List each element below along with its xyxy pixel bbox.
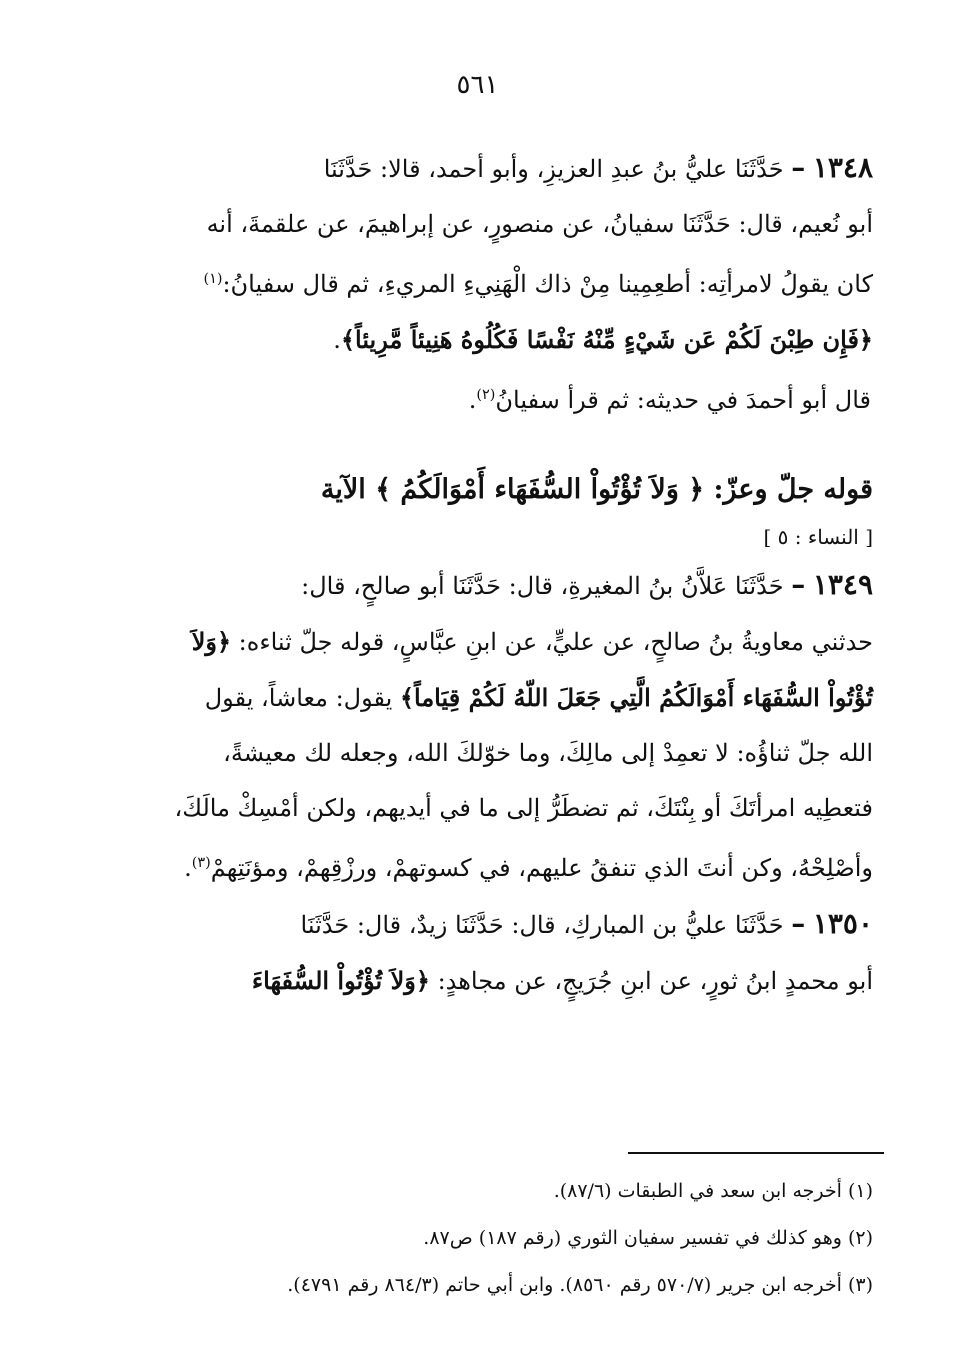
hadith-number: ١٣٤٩: [812, 568, 873, 601]
hadith-1349-line-2: [71, 614, 873, 670]
main-text: [71, 140, 873, 1009]
quran-verse: تُؤْتُواْ السُّفَهَاء أَمْوَالَكُمُ الَّتِي جَعَلَ اللّهُ لَكُمْ قِيَاماً﴾: [399, 683, 873, 712]
hadith-text: حَدَّثَنَا عليُّ بن المباركِ، قال: حَدَّثَنَا زيدٌ، قال: حَدَّثَنَا: [300, 911, 784, 939]
punctuation: .: [333, 326, 341, 354]
hadith-text: فتعطِيه امرأتَكَ أو بِنْتَكَ، ثم تضطَرُّ إلى ما في أيديهم، ولكن أمْسِكْ مالَكَ،: [174, 794, 873, 822]
hadith-1349-line-6: [71, 836, 873, 896]
footnote-separator: [628, 1152, 884, 1154]
hadith-dash: –: [791, 907, 806, 940]
hadith-1348-line-3: [71, 252, 873, 312]
footnote-mark: (١): [203, 271, 223, 287]
hadith-number: ١٣٥٠: [812, 907, 873, 940]
hadith-text: حَدَّثَنَا عَلاَّنُ بنُ المغيرةِ، قال: حَدَّثَنَا أبو صالحٍ، قال:: [301, 572, 784, 600]
footnote-1: (١) أخرجه ابن سعد في الطبقات (٨٧/٦).: [553, 1180, 873, 1202]
quran-verse: ﴿وَلاَ: [191, 627, 232, 656]
hadith-1350-line-2: [71, 953, 873, 1009]
hadith-1348-line-1: [71, 140, 873, 197]
hadith-text: كان يقولُ لامرأتِه: أطعِمِينا مِنْ ذاك الْهَنِيءِ المريءِ، ثم قال سفيانُ:: [222, 270, 873, 298]
footnote-mark: (٣): [191, 855, 211, 871]
footnote-mark: (٢): [476, 387, 496, 403]
hadith-number: ١٣٤٨: [812, 151, 873, 184]
hadith-text: حدثني معاويةُ بنُ صالحٍ، عن عليٍّ، عن ابنِ عبَّاسٍ، قوله جلّ ثناءه:: [238, 628, 873, 656]
footnotes: [71, 1168, 873, 1309]
hadith-1350-line-1: [71, 896, 873, 953]
hadith-text: أبو محمدٍ ابنُ ثورٍ، عن ابنِ جُرَيجٍ، عن مجاهدٍ:: [437, 967, 873, 995]
surah-reference: [ النساء : ٥ ]: [763, 525, 873, 549]
hadith-text: وأصْلِحْهُ، وكن أنتَ الذي تنفقُ عليهم، في كسوتهمْ، ورزْقِهمْ، ومؤنَتِهمْ: [210, 854, 873, 882]
hadith-text: الله جلّ ثناؤُه: لا تعمِدْ إلى مالِكَ، وما خوّلكَ الله، وجعله لك معيشةً،: [223, 739, 873, 767]
hadith-1349-line-4: [71, 726, 873, 781]
quran-verse-line: [71, 312, 873, 368]
page-number: ٥٦١: [456, 70, 499, 100]
punctuation: .: [468, 386, 477, 414]
section-title: قوله جلّ وعزّ: ﴿ وَلاَ تُؤْتُواْ السُّفَهَاء أَمْوَالَكُمُ ﴾ الآية: [320, 474, 873, 505]
hadith-text: أبو نُعيم، قال: حَدَّثَنَا سفيانُ، عن منصورٍ، عن إبراهيمَ، عن علقمةَ، أنه: [206, 210, 873, 238]
hadith-text: حَدَّثَنَا عليُّ بنُ عبدِ العزيزِ، وأبو أحمد، قالا: حَدَّثَنَا: [323, 155, 784, 183]
hadith-1348-line-2: [71, 197, 873, 252]
hadith-1349-line-5: [71, 781, 873, 836]
speaker-text: قال أبو أحمدَ في حديثه: ثم قرأ سفيانُ: [495, 386, 871, 414]
hadith-dash: –: [791, 151, 806, 184]
footnote-3: (٣) أخرجه ابن جرير (٥٧٠/٧ رقم ٨٥٦٠). وابن أبي حاتم (٨٦٤/٣ رقم ٤٧٩١).: [287, 1274, 873, 1296]
hadith-text: يقول: معاشاً، يقول: [204, 684, 393, 712]
hadith-dash: –: [791, 568, 806, 601]
punctuation: .: [184, 854, 192, 882]
hadith-1349-line-1: [71, 557, 873, 614]
quran-verse: ﴿فَإِن طِبْنَ لَكُمْ عَن شَيْءٍ مِّنْهُ نَفْسًا فَكُلُوهُ هَنِيئاً مَّرِيئاً﴾: [340, 325, 873, 354]
quran-verse: ﴿وَلاَ تُؤْتُواْ السُّفَهَاءَ: [251, 966, 430, 995]
footnote-2: (٢) وهو كذلك في تفسير سفيان الثوري (رقم ١٨٧) ص٨٧.: [423, 1227, 873, 1249]
speaker-line: [71, 368, 873, 428]
hadith-1349-line-3: [71, 670, 873, 726]
